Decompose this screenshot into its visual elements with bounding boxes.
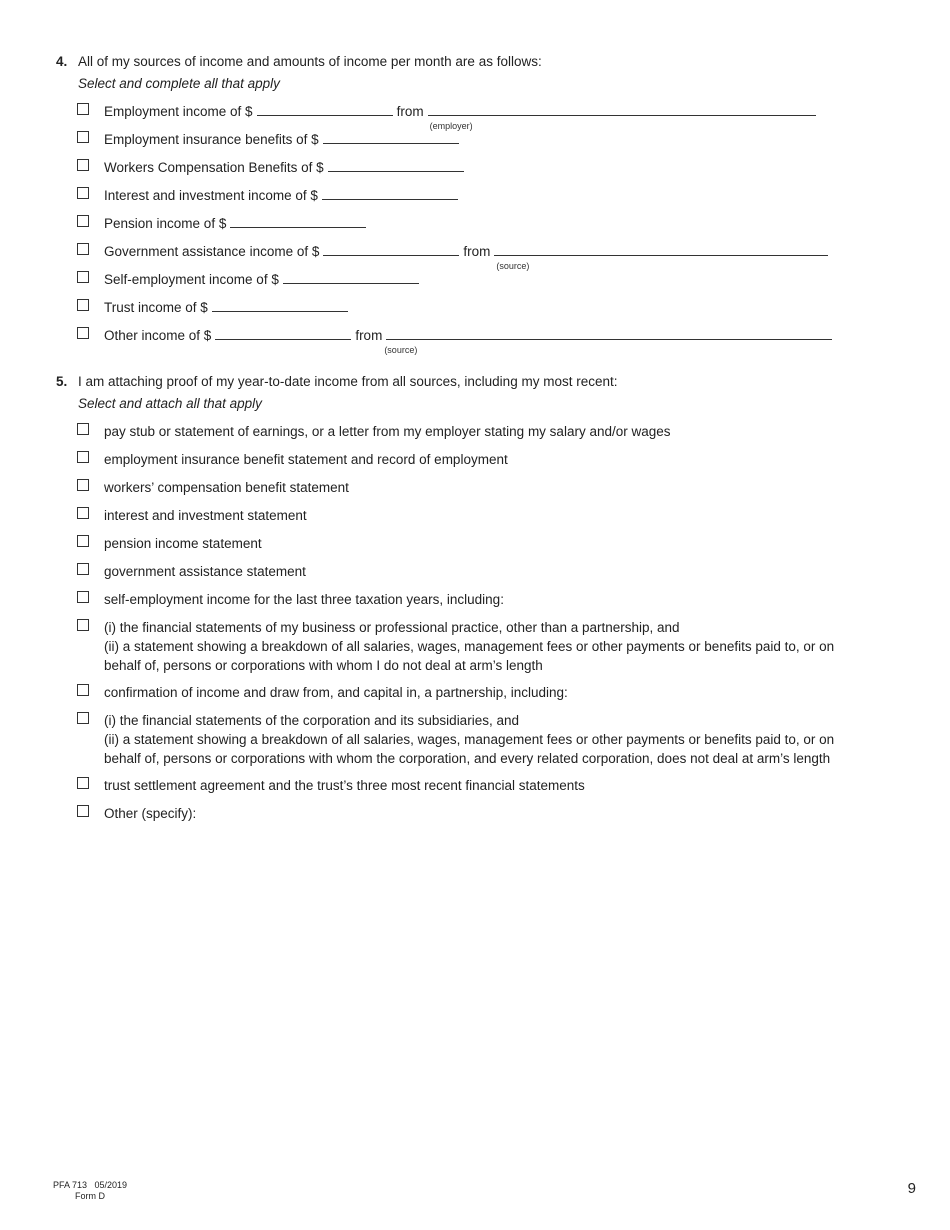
checkbox[interactable]: [77, 299, 89, 311]
proof-line: behalf of, persons or corporations with whom I do not deal at arm’s length: [104, 658, 543, 673]
employer-field[interactable]: [428, 102, 816, 116]
section-5-question: I am attaching proof of my year-to-date income from all sources, including my most recent:: [78, 374, 618, 389]
checkbox[interactable]: [77, 215, 89, 227]
income-label: Workers Compensation Benefits of $: [104, 160, 324, 175]
income-label: Employment income of $: [104, 104, 253, 119]
checkbox[interactable]: [77, 479, 89, 491]
source-field[interactable]: [494, 242, 828, 256]
proof-label: interest and investment statement: [104, 508, 307, 523]
field-caption: (source): [384, 345, 418, 355]
from-label: from: [463, 244, 491, 259]
form-footer: [53, 1180, 127, 1202]
income-label: Other income of $: [104, 328, 212, 343]
page-number: 9: [907, 1180, 916, 1197]
checkbox[interactable]: [77, 507, 89, 519]
proof-label: self-employment income for the last three taxation years, including:: [104, 592, 504, 607]
proof-line: behalf of, persons or corporations with whom the corporation, and every related corporation, does not deal at arm’s length: [104, 751, 831, 766]
form-code: PFA 713 05/2019: [53, 1180, 128, 1190]
amount-field[interactable]: [215, 326, 351, 340]
section-4-instruction: Select and complete all that apply: [78, 76, 280, 91]
checkbox[interactable]: [77, 187, 89, 199]
income-label: Pension income of $: [104, 216, 227, 231]
amount-field[interactable]: [322, 186, 458, 200]
checkbox[interactable]: [77, 451, 89, 463]
section-4-question: All of my sources of income and amounts of income per month are as follows:: [78, 54, 542, 69]
form-name: Form D: [75, 1191, 105, 1201]
income-label: Self-employment income of $: [104, 272, 279, 287]
amount-field[interactable]: [257, 102, 393, 116]
section-5-number: 5.: [56, 374, 68, 389]
checkbox[interactable]: [77, 271, 89, 283]
source-field[interactable]: [386, 326, 832, 340]
checkbox[interactable]: [77, 777, 89, 789]
checkbox[interactable]: [77, 591, 89, 603]
section-5-instruction: Select and attach all that apply: [78, 396, 262, 411]
checkbox[interactable]: [77, 243, 89, 255]
proof-label: pay stub or statement of earnings, or a letter from my employer stating my salary and/or wages: [104, 424, 671, 439]
checkbox[interactable]: [77, 684, 89, 696]
checkbox[interactable]: [77, 563, 89, 575]
income-label: Employment insurance benefits of $: [104, 132, 319, 147]
income-label: Government assistance income of $: [104, 244, 320, 259]
from-label: from: [396, 104, 424, 119]
checkbox[interactable]: [77, 805, 89, 817]
checkbox[interactable]: [77, 103, 89, 115]
amount-field[interactable]: [323, 242, 459, 256]
income-label: Trust income of $: [104, 300, 208, 315]
amount-field[interactable]: [328, 158, 464, 172]
proof-label: workers’ compensation benefit statement: [104, 480, 349, 495]
proof-label: [104, 618, 864, 675]
proof-line: (i) the financial statements of my business or professional practice, other than a partnership, and: [104, 620, 680, 635]
proof-line: (ii) a statement showing a breakdown of all salaries, wages, management fees or other payments or benefits paid to, or on: [104, 639, 835, 654]
proof-label: pension income statement: [104, 536, 262, 551]
checkbox[interactable]: [77, 423, 89, 435]
proof-label: [104, 711, 864, 768]
amount-field[interactable]: [323, 130, 459, 144]
checkbox[interactable]: [77, 159, 89, 171]
from-label: from: [355, 328, 383, 343]
checkbox[interactable]: [77, 535, 89, 547]
field-caption: (source): [496, 261, 530, 271]
field-caption: (employer): [429, 121, 473, 131]
proof-label: trust settlement agreement and the trust’s three most recent financial statements: [104, 778, 585, 793]
section-4-number: 4.: [56, 54, 68, 69]
proof-label: government assistance statement: [104, 564, 306, 579]
proof-label: Other (specify):: [104, 806, 197, 821]
proof-label: employment insurance benefit statement and record of employment: [104, 452, 508, 467]
amount-field[interactable]: [230, 214, 366, 228]
income-label: Interest and investment income of $: [104, 188, 318, 203]
proof-label: confirmation of income and draw from, and capital in, a partnership, including:: [104, 685, 568, 700]
checkbox[interactable]: [77, 131, 89, 143]
amount-field[interactable]: [212, 298, 348, 312]
checkbox[interactable]: [77, 712, 89, 724]
checkbox[interactable]: [77, 327, 89, 339]
amount-field[interactable]: [283, 270, 419, 284]
checkbox[interactable]: [77, 619, 89, 631]
proof-line: (ii) a statement showing a breakdown of all salaries, wages, management fees or other payments or benefits paid to, or on: [104, 732, 835, 747]
proof-line: (i) the financial statements of the corporation and its subsidiaries, and: [104, 713, 519, 728]
